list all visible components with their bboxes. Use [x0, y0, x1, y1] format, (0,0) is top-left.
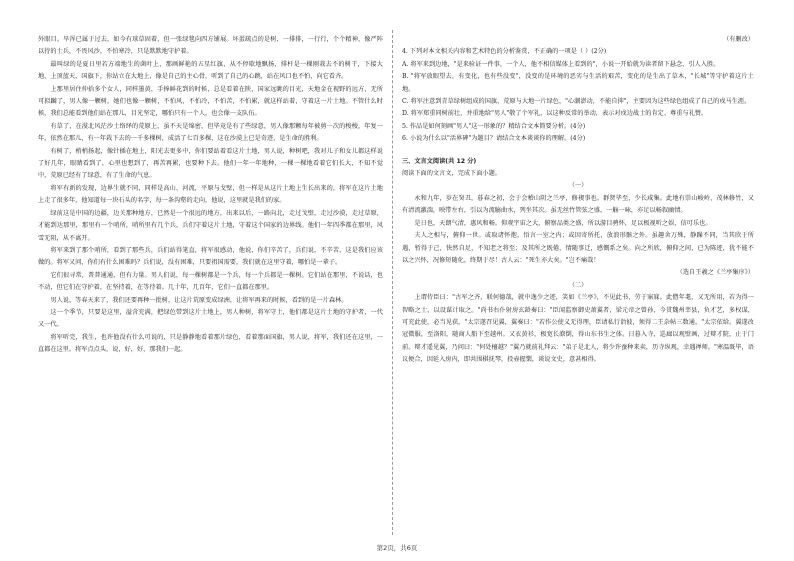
question-4: 4. 下列对本文相关内容和艺术特色的分析鉴赏，不正确的一项是（ ）(2分): [402, 48, 607, 56]
passage-paragraph: 这一个季节，只要是这里，溢含充满，把绿色带到这片土地上，男人种树，将军守土，他们都是这片土地的守护者，一代又一代。: [38, 308, 383, 329]
page-footer: 第2页，共6页: [376, 544, 418, 552]
passage-paragraph: 将军有新的发现，边界生就不同，同样是高山、河流，平原与戈壁，但一样是从这片土地上生长出来的，将军在这片土地上走了很多年，他知道每一块石头的名字，每一条沟壑的走向，他说，这里就是我们的家。: [38, 184, 383, 205]
right-column: [402, 34, 754, 367]
question-5: 5. 作品是如何刻画"男人"这一形象的？精结合文本简要分析。(4分): [402, 122, 586, 130]
passage-paragraph: 最叫绿的是夏日里若方端地生的菌叶上，那画鲜艳的五星红旗，从不停歇地飘扬，排杆是一棵刚栽去不的树干，下接大地，上顶蓝天，国旗下，你站立在大地上，像是自己的主心骨，听到了自己的心跳，站在风口也不怕，向它看齐。: [38, 60, 383, 81]
question-6: 6. 小说为什么以"活界碑"为题目？请结合文本谈谈你的理解。(4分): [402, 135, 586, 143]
classical-paragraph: 上谓侍臣曰："古军之齐，联何德哉，就中逸少之迹，笑如《兰亭》，不见此书，劳于寤寐。此僧年耄，又无所用，若为得一智略之士，以设谋计取之。"尚书右仆射房玄龄奏曰："臣闻监察御史萧翼者，梁元帝之曾孙，今贯魏州莘县，负才艺，多权谋，可充此使，必当见获。"太宗遂召见翼，翼奏曰："若作公使义无得理，臣请私行诣彼，须得二王杂帖三数通。"太宗依给。翼遂改冠微服，至洛阳，随商人船下至越州。又衣黄衫，极宽长潦倒，得山东书生之体。日暮入寺，巡廊以观壁画，过辩才院，止于门前。辩才遥见翼，乃问曰："何处檀越？"翼乃就前礼拜云："弟子是北人，将少许蚕种来卖，历寺纵观，幸遇禅师。"寒温既毕，语议便合，因延入房内，即共围棋抚琴，投壶握槊，谈说文史，意甚相得。: [402, 294, 754, 364]
question-4-option-c: C. 将军注意到青草绿树组成的国旗，荒原与大地一片绿色，"心潮澎动，不能自抑"，主要因为这些绿色组成了自己的戍马生涯。: [402, 98, 751, 106]
classical-paragraph: 夫人之相与，俯仰一世。或取诸怀抱，悟言一室之内；或因寄所托，放浪形骸之外。虽趣舍万殊，静躁不同，当其欣于所遇，暂得于己，快然自足，不知老之将至；及其所之既倦，情随事迁，感慨系之矣。向之所欣，俯仰之间，已为陈迹，犹不能不以之兴怀，况修短随化，终期于尽！古人云："死生亦大矣。"岂不痛哉！: [402, 232, 754, 264]
passage-paragraph: 将军听完，我生，也许他没有什么可说的，只是静静地看着那片绿色，看着那面国旗，男人说，将军，我们还在这里，一直都在这里。将军点点头，说，好，好，那我们一起。: [38, 333, 383, 354]
source-note: （有删改）: [723, 36, 754, 43]
question-4-option-b: B. "将军放眼望去，有变化，也有些没变"，没变的是环境的恶劣与生活的艰苦，变化的是生出了草木，"长城"等守护着这片土地。: [402, 73, 754, 93]
passage-paragraph: 有草了，在漠北风茫沙土络绎的荒原上，虽不天是绵密，但毕竟是有了些绿意，男人像那颗每年被剪一次的梭梭，年复一年，依然在那儿，有一年栽下去的一千多棵树，成活了七百多棵，这在沙漠上已是奇迹，是生命的胜利。: [38, 122, 383, 143]
section-heading: 三、文言文阅读(共 12 分): [402, 157, 477, 165]
passage-paragraph: 它们很寻常，普普通通，但有力量。男人们说，每一棵树都是一个兵，每一个兵都是一棵树。它们站在那里，不说话，也不动，但它们在守护着，在坚持着，在等待着。几十年，几百年，它们一直都在那里。: [38, 271, 383, 292]
part-label: （一）: [568, 182, 588, 190]
part-label: （二）: [568, 281, 588, 289]
left-column: [38, 34, 383, 357]
passage-paragraph: 将军来到了那个哨所，看到了那些兵，兵们站得笔直，将军很感动，他说，你们辛苦了，兵们说，不辛苦，这是我们应该做的。将军又问，你们有什么困难吗？兵们说，没有困难，只要祖国需要，我们就在这里守着，哪怕是一辈子。: [38, 246, 383, 267]
source-note: （选自王羲之《兰亭集序》）: [676, 269, 754, 277]
passage-paragraph: 绿前这是中国的边疆，边关那种地方，已然是一个很远的地方，出来以后，一路向北，走过戈壁，走过沙漠，走过草原，才能到达那里，那里有一个哨所，哨所里有几个兵，兵们守着这片土地，守着这个国家的边界线。他们一年四季都在那里，风雪无阻，从不离开。: [38, 209, 383, 242]
passage-paragraph: 男人说，等春天来了，我们还要再种一批树，让这片荒原变成绿洲，让将军再来的时候，看到的是一片森林。: [50, 296, 348, 304]
section-intro: 阅读下面的文言文，完成下面小题。: [402, 170, 501, 178]
question-4-option-a: A. 将军来到边地，"是来验证一件事，一个人，他不相信媒体上看到的"，小说一开始就为读者留下悬念，引人入胜。: [402, 60, 720, 68]
passage-paragraph: 外眼目。旱浑已属于过去，如今有球草固着，但一张绿毯向四方铺展。坏蛋疏点的是树，一排排，一行行，个个精神，像严阵以待的士兵，不畏风沙，不怕寒冷，只是默默地守护着。: [38, 36, 383, 56]
classical-paragraph: 永和九年，岁在癸丑，暮春之初，会于会稽山阴之兰亭，修禊事也。群贤毕至，少长咸集。此地有崇山峻岭，茂林修竹，又有清流激湍，映带左右，引以为流觞曲水，列坐其次。虽无丝竹管弦之盛，一觞一咏，亦足以畅叙幽情。: [402, 194, 754, 215]
passage-paragraph: 有树了，梢梢扬起，像针插在地上，阳光去更多中，你们要站着看这片土地，男人说，种树吧，我对儿子和女儿都这样说了好几年，眼睛看到了，心里也想到了，再苦再累，也要种下去。他们一年一年地种，一棵一棵地看着它们长大，不知不觉中，荒原已经有了绿意，有了生命的气息。: [38, 147, 383, 180]
passage-paragraph: 上那里居住仲拾多个女人，同样墨黄，手捧鲜花到的时候，总是看着在陕，国家远眺的目光，天地金在视野的远方，无所可拟躏了，男人像一颗树，她们也像一颗树，不怕风，不怕冷，不怕苦，不怕累，就这样站着，守着这一片土地。不管什么时候，我们总能看到他们站在那儿，目光坚定，哪怕只有一个人，也会像一支队伍。: [38, 85, 383, 118]
question-4-option-d: D. 将军郑重同树前壮，并重地给"男人"敬了个军礼，以这种反常的举动，表示对戍边战士的肯定、尊重与礼赞。: [402, 110, 708, 118]
column-divider: [392, 30, 393, 535]
classical-paragraph: 是日也，天朗气清，惠风和畅。仰观宇宙之大，俯察品类之盛，所以游目骋怀，足以极视听之娱，信可乐也。: [414, 219, 712, 227]
